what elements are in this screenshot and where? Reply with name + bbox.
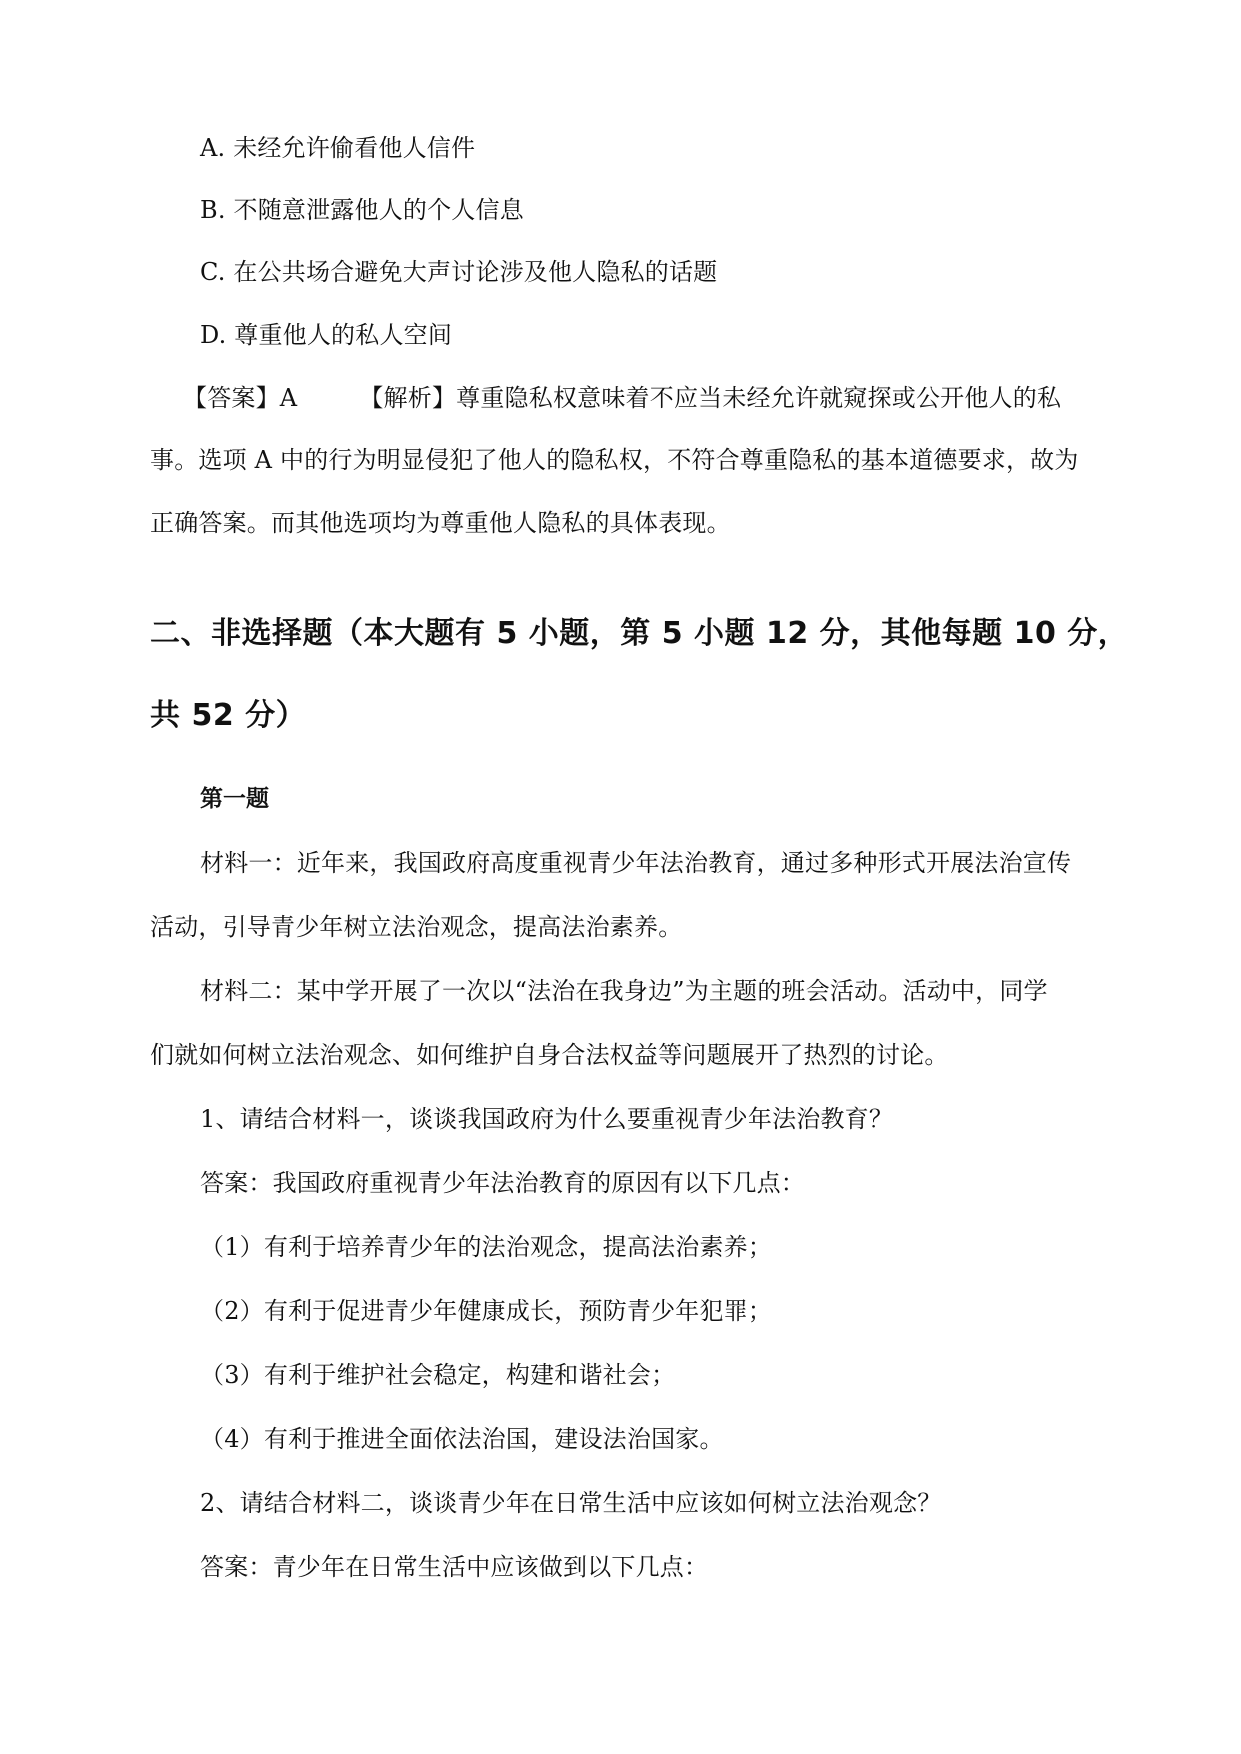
answer-point-1: （1）有利于培养青少年的法治观念，提高法治素养； <box>200 1233 773 1261</box>
option-d: D. 尊重他人的私人空间 <box>200 321 453 349</box>
answer-label: 【答案】A <box>183 384 298 412</box>
sub-question-1-answer: 答案：我国政府重视青少年法治教育的原因有以下几点： <box>200 1169 805 1197</box>
sub-question-2: 2、请结合材料二，谈谈青少年在日常生活中应该如何树立法治观念？ <box>200 1489 942 1517</box>
answer-point-2: （2）有利于促进青少年健康成长，预防青少年犯罪； <box>200 1297 773 1325</box>
option-b: B. 不随意泄露他人的个人信息 <box>200 196 524 224</box>
section-title-line-2: 共 52 分） <box>150 698 307 733</box>
option-a: A. 未经允许偷看他人信件 <box>200 134 476 162</box>
material-1-line-1: 材料一：近年来，我国政府高度重视青少年法治教育，通过多种形式开展法治宣传 <box>200 849 1072 877</box>
option-c: C. 在公共场合避免大声讨论涉及他人隐私的话题 <box>200 258 718 286</box>
answer-point-3: （3）有利于维护社会稳定，构建和谐社会； <box>200 1361 676 1389</box>
analysis-text: 【解析】尊重隐私权意味着不应当未经允许就窥探或公开他人的私 <box>359 384 1062 412</box>
sub-question-2-answer: 答案：青少年在日常生活中应该做到以下几点： <box>200 1553 709 1581</box>
answer-point-4: （4）有利于推进全面依法治国，建设法治国家。 <box>200 1425 724 1453</box>
sub-question-1: 1、请结合材料一，谈谈我国政府为什么要重视青少年法治教育？ <box>200 1105 894 1133</box>
answer-analysis-line-1 <box>183 381 1061 415</box>
section-title-line-1: 二、非选择题（本大题有 5 小题，第 5 小题 12 分，其他每题 10 分， <box>150 616 1129 651</box>
material-2-line-1: 材料二：某中学开展了一次以“法治在我身边”为主题的班会活动。活动中，同学 <box>200 977 1048 1005</box>
analysis-line-3: 正确答案。而其他选项均为尊重他人隐私的具体表现。 <box>150 509 731 537</box>
material-1-line-2: 活动，引导青少年树立法治观念，提高法治素养。 <box>150 913 683 941</box>
question-title: 第一题 <box>200 786 269 812</box>
analysis-line-2: 事。选项 A 中的行为明显侵犯了他人的隐私权，不符合尊重隐私的基本道德要求，故为 <box>150 446 1079 474</box>
material-2-line-2: 们就如何树立法治观念、如何维护自身合法权益等问题展开了热烈的讨论。 <box>150 1041 949 1069</box>
